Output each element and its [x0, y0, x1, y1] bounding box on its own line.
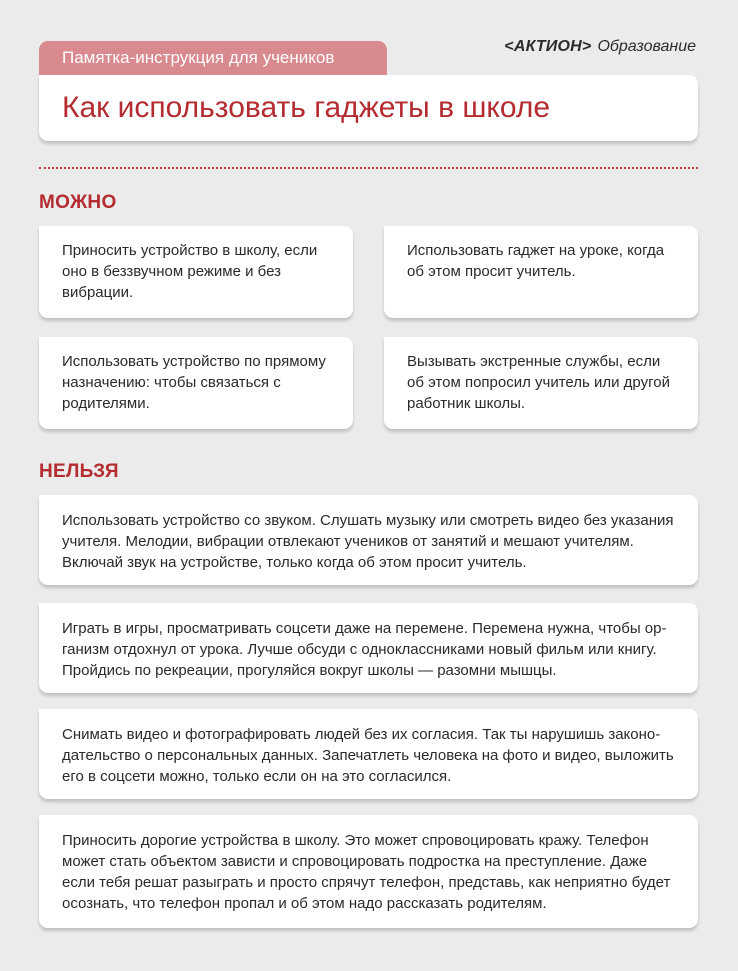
page-title: Как использовать гаджеты в школе	[62, 91, 551, 124]
allowed-card-text: Вызывать экстренные службы, если об этом попросил учитель или другой работник школы.	[407, 353, 670, 412]
brand-logo	[504, 38, 696, 56]
allowed-card-text: Использовать гаджет на уроке, когда об этом просит учитель.	[407, 242, 665, 280]
forbidden-card-text: Играть в игры, просматривать соцсети даже на перемене. Перемена нужна, чтобы организм отдохнул от урока. Лучше обсуди с одноклассниками новый фильм или книгу. Пройдись по рекреации, прогуляйся вокруг школы — разомни мышцы.	[62, 620, 667, 679]
allowed-card-text: Приносить устройство в школу, если оно в беззвучном режиме и без вибрации.	[62, 242, 318, 301]
allowed-card	[384, 337, 698, 429]
title-card	[39, 75, 698, 141]
forbidden-card	[39, 495, 698, 585]
forbidden-card	[39, 709, 698, 799]
allowed-card	[39, 337, 353, 429]
allowed-heading: МОЖНО	[39, 192, 117, 213]
header-tag: Памятка-инструкция для учеников	[39, 41, 387, 75]
forbidden-card	[39, 815, 698, 928]
forbidden-heading: НЕЛЬЗЯ	[39, 461, 119, 482]
dotted-divider	[39, 167, 698, 169]
forbidden-card	[39, 603, 698, 693]
forbidden-card-text: Использовать устройство со звуком. Слушать музыку или смотреть видео без указания учителя. Мелодии, вибрации отвлекают учеников от занятий и мешают учителям. Включай звук на устройстве, только когда об этом просит учитель.	[62, 512, 674, 571]
forbidden-card-text: Приносить дорогие устройства в школу. Это может спровоцировать кражу. Телефон может стать объектом зависти и спровоцировать подростка на преступление. Даже если тебя решат разыграть и просто спрячут телефон, представь, как неприятно будет осознать, что телефон пропал и об этом надо рассказать родителям.	[62, 832, 671, 912]
allowed-card	[39, 226, 353, 318]
allowed-card-text: Использовать устройство по прямому назначению: чтобы связаться с родителями.	[62, 353, 326, 412]
forbidden-card-text: Снимать видео и фотографировать людей без их согласия. Так ты нарушишь законодательство о персональных данных. Запечатлеть человека на фото и видео, выложить его в соцсети можно, только если он на это согласился.	[62, 726, 674, 785]
brand-subtitle: Образование	[597, 38, 696, 55]
allowed-card	[384, 226, 698, 318]
brand-logo-text: <АКТИОН>	[504, 38, 592, 55]
